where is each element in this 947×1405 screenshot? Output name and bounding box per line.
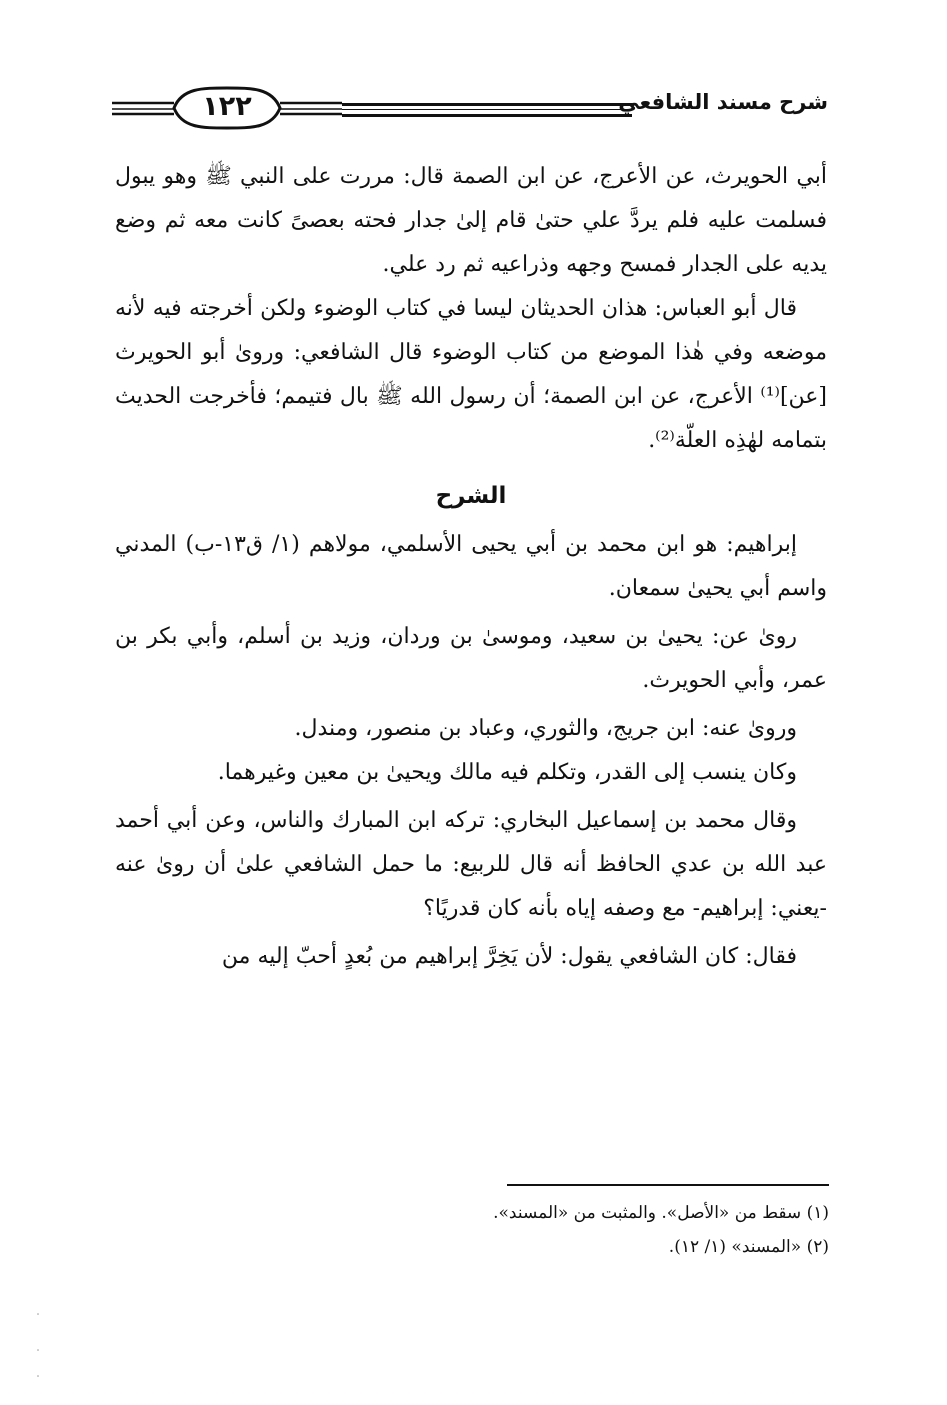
paragraph-narrated-from: رویٰ عن: يحيىٰ بن سعيد، وموسىٰ بن وردان، وزيد بن أسلم، وأبي بكر بن عمر، وأبي الحويرث. (115, 624, 827, 693)
paragraph-ibrahim-bio: إبراهيم: هو ابن محمد بن أبي يحيى الأسلمي، مولاهم (١/ ق١٣-ب) المدني واسم أبي يحيىٰ سمعان. (115, 532, 827, 601)
paragraph-qadar: وكان ينسب إلى القدر، وتكلم فيه مالك ويحيىٰ بن معين وغيرهما. (217, 760, 797, 785)
paragraph-narrated-by: ورویٰ عنه: ابن جريج، والثوري، وعباد بن منصور، ومندل. (294, 716, 797, 741)
main-text (115, 155, 827, 979)
paragraph-hadith-continuation: أبي الحويرث، عن الأعرج، عن ابن الصمة قال: مررت على النبي ﷺ وهو يبول فسلمت عليه فلم يردَّ علي حتىٰ قام إلىٰ جدار فحته بعصىً كانت معه ثم وضع يديه على الجدار فمسح وجهه وذراعيه ثم رد علي. (115, 164, 827, 277)
paragraph-shafii-reply: فقال: كان الشافعي يقول: لأن يَخِرَّ إبراهيم من بُعدٍ أحبّ إليه من (221, 944, 797, 969)
page-number: ١٢٢ (202, 91, 252, 122)
header-rule-bottom (342, 114, 632, 117)
scan-speck-icon (36, 1310, 40, 1380)
header-rule-middle (342, 109, 632, 110)
footnote-1: (١) سقط من «الأصل». والمثبت من «المسند». (493, 1203, 829, 1223)
footnote-2: (٢) «المسند» (١/ ١٢). (668, 1237, 829, 1257)
footnote-separator (507, 1184, 829, 1186)
section-heading: الشرح (435, 483, 507, 509)
header-rule-top (342, 103, 632, 106)
footnotes (129, 1196, 829, 1264)
running-title: شرح مسند الشافعي (618, 90, 828, 114)
paragraph-bukhari: وقال محمد بن إسماعيل البخاري: تركه ابن المبارك والناس، وعن أبي أحمد عبد الله بن عدي الحافظ أنه قال للربيع: ما حمل الشافعي علىٰ أن رویٰ عنه -يعني: إبراهيم- مع وصفه إياه بأنه كان قدريًا؟ (115, 808, 827, 921)
paragraph-abu-al-abbas: قال أبو العباس: هذان الحديثان ليسا في كتاب الوضوء ولكن أخرجته فيه لأنه موضعه وفي هٰذا الموضع من كتاب الوضوء قال الشافعي: ورویٰ أبو الحويرث [عن]⁽¹⁾ الأعرج، عن ابن الصمة؛ أن رسول الله ﷺ بال فتيمم؛ فأخرجت الحديث بتمامه لهٰذِه العلّة⁽²⁾. (115, 296, 827, 453)
page-header (112, 84, 828, 132)
